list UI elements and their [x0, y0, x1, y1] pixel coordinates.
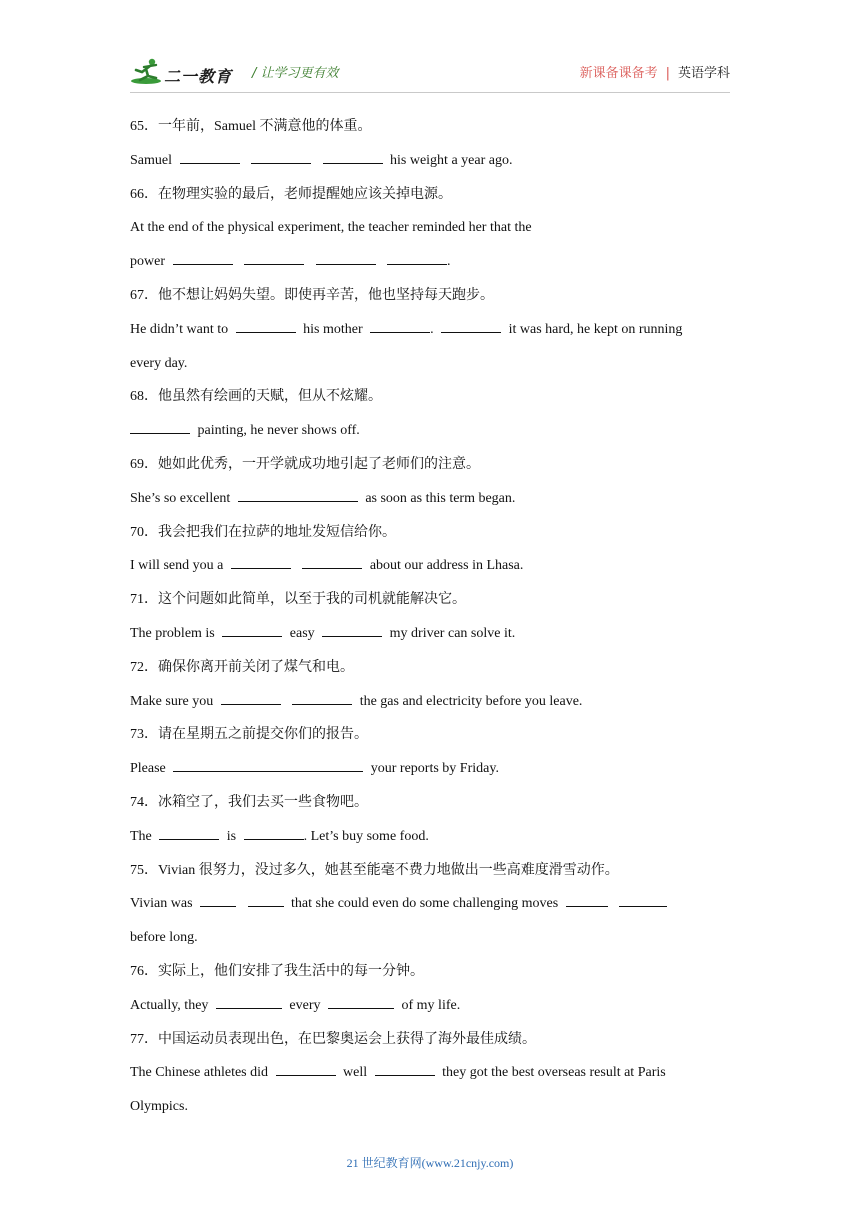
text: . — [447, 254, 451, 270]
answer-blank[interactable] — [316, 250, 376, 265]
q66-english-2 — [130, 245, 730, 279]
q71-chinese: 71．这个问题如此简单，以至于我的司机就能解决它。 — [130, 592, 466, 608]
text: the gas and electricity before you leave. — [359, 693, 583, 709]
answer-blank[interactable] — [222, 622, 282, 637]
text: of my life. — [401, 997, 461, 1013]
q76-chinese: 76．实际上，他们安排了我生活中的每一分钟。 — [130, 963, 424, 979]
logo — [130, 56, 242, 90]
q76-english — [130, 989, 730, 1023]
runner-logo-icon — [130, 56, 166, 86]
text: easy — [289, 625, 315, 641]
answer-blank[interactable] — [216, 994, 282, 1009]
answer-blank[interactable] — [619, 892, 667, 907]
q65-english — [130, 144, 730, 178]
answer-blank[interactable] — [322, 622, 382, 637]
q77-english-2: Olympics. — [130, 1099, 188, 1115]
q69-english — [130, 482, 730, 516]
q68-english — [130, 414, 730, 448]
text: his mother — [303, 321, 363, 337]
answer-blank[interactable] — [387, 250, 447, 265]
answer-blank[interactable] — [302, 554, 362, 569]
header-divider — [130, 92, 730, 93]
answer-blank[interactable] — [200, 892, 236, 907]
answer-blank[interactable] — [328, 994, 394, 1009]
answer-blank[interactable] — [236, 318, 296, 333]
q74-chinese: 74．冰箱空了，我们去买一些食物吧。 — [130, 794, 368, 810]
answer-blank[interactable] — [244, 250, 304, 265]
page-header — [130, 50, 730, 94]
text: my driver can solve it. — [389, 625, 516, 641]
q66-english-1: At the end of the physical experiment, the teacher reminded her that the — [130, 220, 532, 236]
text: . — [430, 321, 434, 337]
q72-chinese: 72．确保你离开前关闭了煤气和电。 — [130, 659, 354, 675]
q75-chinese: 75．Vivian 很努力，没过多久，她甚至能毫不费力地做出一些高难度滑雪动作。 — [130, 862, 619, 878]
q74-english — [130, 820, 730, 854]
answer-blank[interactable] — [159, 825, 219, 840]
header-tag-prep: 新课备课备考 — [579, 66, 658, 81]
text: Make sure you — [130, 693, 214, 709]
q73-english — [130, 752, 730, 786]
q77-english-1 — [130, 1056, 730, 1090]
logo-text: 二一教育 — [164, 67, 233, 86]
text: power — [130, 254, 165, 270]
answer-blank[interactable] — [292, 690, 352, 705]
q67-english-1 — [130, 313, 730, 347]
text: She’s so excellent — [130, 490, 231, 506]
q69-chinese: 69．她如此优秀，一开学就成功地引起了老师们的注意。 — [130, 456, 480, 472]
text: that she could even do some challenging moves — [291, 896, 559, 912]
text: The Chinese athletes did — [130, 1065, 269, 1081]
text: Actually, they — [130, 997, 209, 1013]
q65-chinese: 65．一年前，Samuel 不满意他的体重。 — [130, 119, 372, 134]
text: Vivian was — [130, 896, 193, 912]
header-right — [580, 62, 730, 81]
slogan: / 让学习更有效 — [252, 66, 339, 81]
text: painting, he never shows off. — [197, 423, 360, 439]
text: it was hard, he kept on running — [508, 321, 683, 337]
text: as soon as this term began. — [365, 490, 516, 506]
text: your reports by Friday. — [370, 761, 499, 777]
answer-blank[interactable] — [370, 318, 430, 333]
text: The — [130, 828, 152, 844]
exercise-content — [130, 110, 730, 1124]
text: is — [226, 828, 237, 844]
answer-blank[interactable] — [248, 892, 284, 907]
answer-blank[interactable] — [566, 892, 608, 907]
answer-blank[interactable] — [441, 318, 501, 333]
answer-blank[interactable] — [323, 149, 383, 164]
answer-blank[interactable] — [276, 1061, 336, 1076]
text: The problem is — [130, 625, 215, 641]
page-footer[interactable]: 21 世纪教育网(www.21cnjy.com) — [346, 1156, 514, 1170]
answer-blank[interactable] — [221, 690, 281, 705]
answer-blank[interactable] — [244, 825, 304, 840]
answer-blank[interactable] — [173, 757, 363, 772]
text: his weight a year ago. — [390, 152, 513, 168]
q72-english — [130, 685, 730, 719]
answer-blank[interactable] — [251, 149, 311, 164]
q73-chinese: 73．请在星期五之前提交你们的报告。 — [130, 727, 368, 743]
q70-chinese: 70．我会把我们在拉萨的地址发短信给你。 — [130, 524, 396, 540]
q71-english — [130, 617, 730, 651]
text: He didn’t want to — [130, 321, 229, 337]
text: about our address in Lhasa. — [369, 558, 524, 574]
header-subject: 英语学科 — [677, 66, 730, 81]
text: I will send you a — [130, 558, 224, 574]
header-separator: | — [665, 66, 670, 81]
q68-chinese: 68．他虽然有绘画的天赋，但从不炫耀。 — [130, 389, 382, 405]
q75-english-1 — [130, 887, 730, 921]
text: they got the best overseas result at Paris — [442, 1065, 666, 1081]
answer-blank[interactable] — [231, 554, 291, 569]
q77-chinese: 77．中国运动员表现出色，在巴黎奥运会上获得了海外最佳成绩。 — [130, 1031, 536, 1047]
answer-blank[interactable] — [238, 487, 358, 502]
q75-english-2: before long. — [130, 930, 198, 946]
answer-blank[interactable] — [173, 250, 233, 265]
text: well — [343, 1065, 368, 1081]
q67-english-2: every day. — [130, 355, 188, 371]
answer-blank[interactable] — [375, 1061, 435, 1076]
text: every — [289, 997, 321, 1013]
text: . Let’s buy some food. — [303, 828, 429, 844]
answer-blank[interactable] — [180, 149, 240, 164]
text: Please — [130, 761, 166, 777]
answer-blank[interactable] — [130, 419, 190, 434]
q66-chinese: 66．在物理实验的最后，老师提醒她应该关掉电源。 — [130, 186, 452, 202]
text: Samuel — [130, 152, 172, 168]
q67-chinese: 67．他不想让妈妈失望。即使再辛苦，他也坚持每天跑步。 — [130, 287, 494, 303]
q70-english — [130, 549, 730, 583]
